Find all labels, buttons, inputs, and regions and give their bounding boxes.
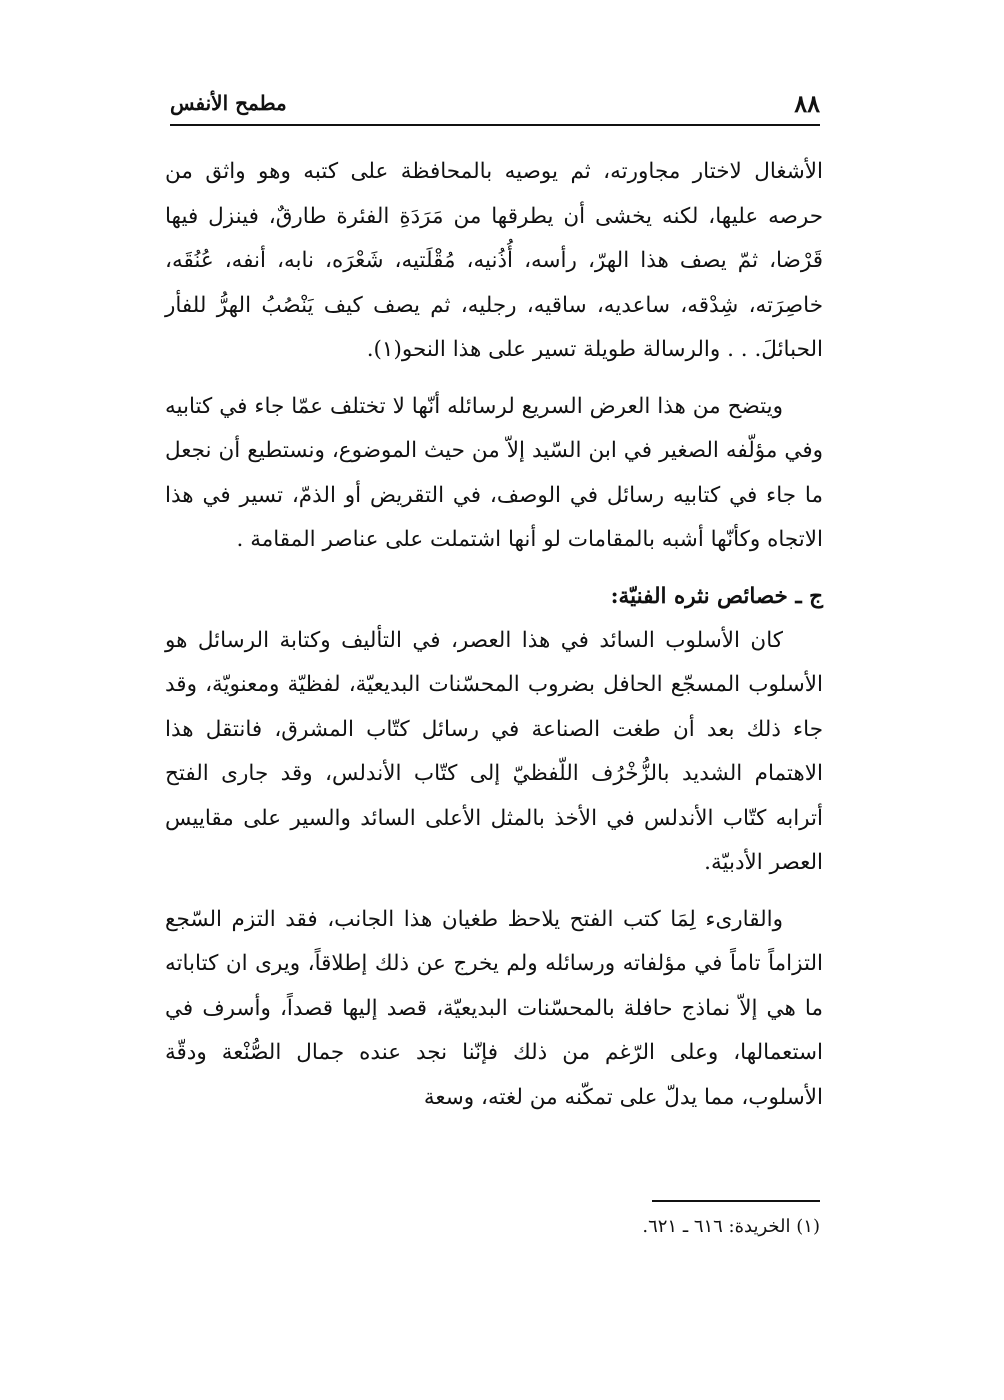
paragraph: كان الأسلوب السائد في هذا العصر، في التأليف وكتابة الرسائل هو الأسلوب المسجّع الحافل بضروب المحسّنات البديعيّة، لفظيّة ومعنويّة، وقد جاء ذلك بعد أن طغت الصناعة في رسائل كتّاب المشرق، فانتقل هذا الاهتمام الشديد بالزُّخْرُف اللّفظيّ إلى كتّاب الأندلس، وقد جارى الفتح أترابه كتّاب الأندلس في الأخذ بالمثل الأعلى السائد والسير على مقاييس العصر الأدبيّة. — [165, 627, 823, 875]
paragraph: الأشغال لاختار مجاورته، ثم يوصيه بالمحافظة على كتبه وهو واثق من حرصه عليها، لكنه يخشى أن يطرقها من مَرَدَةِ الفئرة طارقٌ، فينزل فيها قَرْضا، ثمّ يصف هذا الهرّ، رأسه، أُذُنيه، مُقْلَتيه، شَعْرَه، نابه، أنفه، عُنُقَه، خاصِرَته، شِدْقه، ساعديه، ساقيه، رجليه، ثم يصف كيف يَنْصُبُ الهرُّ للفأر الحبائلَ. . . والرسالة طويلة تسير على هذا النحو(١). — [165, 159, 823, 362]
page-number: ٨٨ — [794, 88, 820, 118]
running-title: مطمح الأنفس — [170, 91, 287, 115]
paragraph: والقارىء لِمَا كتب الفتح يلاحظ طغيان هذا الجانب، فقد التزم السّجع التزاماً تاماً في مؤلفاته ورسائله ولم يخرج عن ذلك إطلاقاً، ويرى ان كتاباته ما هي إلاّ نماذج حافلة بالمحسّنات البديعيّة، قصد إليها قصداً، وأسرف في استعمالها، وعلى الرّغم من ذلك فإنّنا نجد عنده جمال الصُّنْعة ودقّة الأسلوب، مما يدلّ على تمكّنه من لغته، وسعة — [165, 906, 823, 1110]
paragraph: ويتضح من هذا العرض السريع لرسائله أنّها لا تختلف عمّا جاء في كتابيه وفي مؤلّفه الصغير في ابن السّيد إلاّ من حيث الموضوع، ونستطيع أن نجعل ما جاء في كتابيه رسائل في الوصف، في التقريض أو الذمّ، تسير في هذا الاتجاه وكأنّها أشبه بالمقامات لو أنها اشتملت على عناصر المقامة . — [165, 393, 823, 552]
footnote-divider — [652, 1200, 820, 1202]
page-header — [170, 82, 820, 126]
footnote: (١) الخريدة: ٦١٦ ـ ٦٢١. — [642, 1216, 820, 1237]
section-heading: ج ـ خصائص نثره الفنيّة: — [610, 583, 823, 609]
main-text — [165, 150, 823, 1132]
